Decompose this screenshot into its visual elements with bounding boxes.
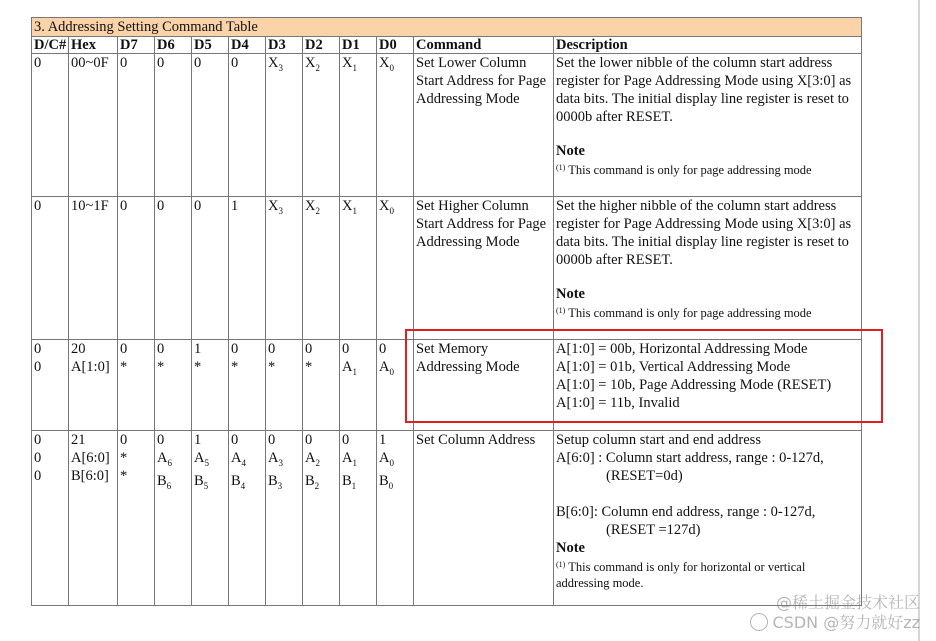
juejin-logo-icon	[750, 613, 768, 631]
header-hex: Hex	[69, 37, 118, 54]
hex-value: A[1:0]	[71, 359, 110, 375]
dc-value: 0	[34, 198, 42, 214]
bit-cell-d3	[266, 197, 303, 340]
header-dc: D/C#	[32, 37, 69, 54]
bit-value: *	[268, 359, 276, 375]
hex-cell	[69, 54, 118, 197]
header-d5: D5	[192, 37, 229, 54]
command-cell: Set Higher Column Start Address for Page Addressing Mode	[414, 197, 554, 340]
bit-value: 1	[194, 341, 202, 357]
bit-value: $B_5$	[194, 472, 209, 491]
dc-value: 0	[34, 468, 42, 484]
dc-value: 0	[34, 341, 42, 357]
bit-cell-d4	[229, 54, 266, 197]
header-d6: D6	[155, 37, 192, 54]
header-d3: D3	[266, 37, 303, 54]
command-cell: Set Column Address	[414, 431, 554, 606]
bit-value: 0	[157, 432, 165, 448]
hex-cell	[69, 340, 118, 431]
table-row	[32, 54, 862, 197]
hex-value: 10~1F	[71, 198, 109, 214]
bit-value: $X_1$	[342, 198, 357, 216]
command-cell: Set Memory Addressing Mode	[414, 340, 554, 431]
description-cell	[554, 54, 862, 197]
hex-value: 00~0F	[71, 55, 109, 71]
bit-cell-d2	[303, 54, 340, 197]
bit-cell-d3	[266, 54, 303, 197]
bit-value: $A_1$	[342, 450, 357, 468]
hex-value: 20	[71, 341, 86, 357]
hex-cell	[69, 431, 118, 606]
dc-value: 0	[34, 450, 42, 466]
header-d4: D4	[229, 37, 266, 54]
bit-value: $B_0$	[379, 472, 394, 491]
bit-value: $A_4$	[231, 450, 246, 468]
bit-value: 0	[305, 341, 313, 357]
bit-cell-d0	[377, 54, 414, 197]
bit-value: $A_0$	[379, 359, 394, 377]
end-address-line: B[6:0]: Column end address, range : 0-127d,	[556, 504, 816, 520]
bit-cell-d1	[340, 197, 377, 340]
bit-cell-d2	[303, 197, 340, 340]
bit-value: 0	[231, 432, 239, 448]
watermark-line-1: @稀土掘金技术社区	[775, 593, 920, 612]
watermark	[750, 593, 920, 633]
header-d0: D0	[377, 37, 414, 54]
header-d2: D2	[303, 37, 340, 54]
bit-cell-d6	[155, 197, 192, 340]
note-heading: Note	[556, 143, 585, 159]
header-row	[32, 37, 862, 54]
hex-cell	[69, 197, 118, 340]
dc-value: 0	[34, 55, 42, 71]
note-marker: (1)	[556, 163, 566, 172]
bit-value: 0	[120, 198, 128, 214]
bit-cell-d5	[192, 431, 229, 606]
bit-cell-d4	[229, 431, 266, 606]
bit-cell-d4	[229, 197, 266, 340]
bit-value: $X_2$	[305, 198, 320, 216]
bit-cell-d3	[266, 340, 303, 431]
header-d1: D1	[340, 37, 377, 54]
dc-cell	[32, 340, 69, 431]
note-heading: Note	[556, 286, 585, 302]
end-reset-value: (RESET =127d)	[606, 522, 701, 538]
note-text	[556, 557, 859, 591]
bit-value: 0	[268, 432, 276, 448]
bit-value: 0	[268, 341, 276, 357]
mode-line: A[1:0] = 10b, Page Addressing Mode (RESET)	[556, 377, 832, 393]
bit-value: $A_3$	[268, 450, 283, 468]
bit-cell-d0	[377, 431, 414, 606]
bit-value: $A_2$	[305, 450, 320, 468]
bit-value: $B_3$	[268, 472, 283, 491]
bit-value: 0	[194, 55, 202, 71]
bit-value: *	[157, 359, 165, 375]
bit-value: $X_3$	[268, 198, 283, 216]
note-marker: (1)	[556, 560, 566, 569]
bit-value: 1	[194, 432, 202, 448]
bit-cell-d7	[118, 340, 155, 431]
bit-value: 0	[120, 341, 128, 357]
bit-value: 0	[231, 341, 239, 357]
bit-value: $B_2$	[305, 472, 320, 491]
bit-value: $X_1$	[342, 55, 357, 73]
watermark-line-2	[750, 613, 920, 633]
bit-cell-d5	[192, 340, 229, 431]
bit-value: 0	[342, 432, 350, 448]
bit-cell-d4	[229, 340, 266, 431]
spacer	[556, 485, 859, 503]
bit-value: 0	[157, 55, 165, 71]
note-body: This command is only for horizontal or vertical addressing mode.	[556, 560, 806, 590]
table-row	[32, 431, 862, 606]
bit-value: $A_6$	[157, 450, 172, 468]
bit-value: $X_0$	[379, 55, 394, 73]
bit-value: 0	[157, 341, 165, 357]
bit-value: *	[120, 359, 128, 375]
bit-value: 0	[379, 341, 387, 357]
bit-cell-d3	[266, 431, 303, 606]
table-title: 3. Addressing Setting Command Table	[32, 18, 862, 37]
bit-value: 0	[194, 198, 202, 214]
header-command: Command	[414, 37, 554, 54]
bit-value: 0	[231, 55, 239, 71]
bit-cell-d0	[377, 197, 414, 340]
description-intro: Setup column start and end address	[556, 432, 761, 448]
table-row	[32, 197, 862, 340]
note-text	[556, 160, 859, 178]
dc-cell	[32, 431, 69, 606]
start-address-line: A[6:0] : Column start address, range : 0-127d,	[556, 450, 824, 466]
watermark-line-2-text: CSDN @努力就好zz	[772, 613, 920, 632]
bit-value: $A_0$	[379, 450, 394, 468]
bit-cell-d6	[155, 431, 192, 606]
note-heading: Note	[556, 540, 585, 556]
header-description: Description	[554, 37, 862, 54]
hex-value: B[6:0]	[71, 468, 109, 484]
note-body: This command is only for page addressing mode	[568, 306, 812, 320]
start-reset-value: (RESET=0d)	[606, 468, 683, 484]
bit-cell-d5	[192, 197, 229, 340]
description-text: Set the higher nibble of the column start address register for Page Addressing Mode using X[3:0] as data bits. The initial display line register is reset to 0000b after RESET.	[556, 198, 852, 268]
description-text: Set the lower nibble of the column start address register for Page Addressing Mode using X[3:0] as data bits. The initial display line register is reset to 0000b after RESET.	[556, 55, 852, 125]
bit-cell-d2	[303, 431, 340, 606]
bit-cell-d2	[303, 340, 340, 431]
bit-cell-d7	[118, 197, 155, 340]
bit-value: 0	[157, 198, 165, 214]
mode-line: A[1:0] = 11b, Invalid	[556, 395, 680, 411]
bit-value: $X_0$	[379, 198, 394, 216]
bit-value: $X_3$	[268, 55, 283, 73]
bit-value: 0	[120, 432, 128, 448]
bit-cell-d5	[192, 54, 229, 197]
bit-value: 1	[231, 198, 239, 214]
bit-value: *	[120, 468, 128, 484]
dc-value: 0	[34, 432, 42, 448]
page-edge-shadow	[918, 0, 920, 641]
bit-value: 1	[379, 432, 387, 448]
dc-value: 0	[34, 359, 42, 375]
description-cell	[554, 431, 862, 606]
bit-value: *	[231, 359, 239, 375]
bit-cell-d1	[340, 54, 377, 197]
bit-value: *	[305, 359, 313, 375]
bit-value: *	[120, 450, 128, 466]
note-text	[556, 303, 859, 321]
bit-value: $X_2$	[305, 55, 320, 73]
bit-cell-d6	[155, 54, 192, 197]
hex-value: A[6:0]	[71, 450, 110, 466]
bit-cell-d6	[155, 340, 192, 431]
bit-value: 0	[342, 341, 350, 357]
bit-value: $B_1$	[342, 472, 357, 491]
bit-cell-d1	[340, 340, 377, 431]
bit-value: $B_6$	[157, 472, 172, 491]
mode-line: A[1:0] = 00b, Horizontal Addressing Mode	[556, 341, 808, 357]
note-body: This command is only for page addressing mode	[568, 163, 812, 177]
note-marker: (1)	[556, 306, 566, 315]
addressing-command-table	[31, 17, 862, 606]
bit-cell-d7	[118, 54, 155, 197]
dc-cell	[32, 197, 69, 340]
dc-cell	[32, 54, 69, 197]
command-cell: Set Lower Column Start Address for Page Addressing Mode	[414, 54, 554, 197]
hex-value: 21	[71, 432, 86, 448]
red-highlight-box	[405, 329, 883, 423]
header-d7: D7	[118, 37, 155, 54]
bit-cell-d1	[340, 431, 377, 606]
bit-cell-d7	[118, 431, 155, 606]
bit-value: $B_4$	[231, 472, 246, 491]
bit-value: $A_5$	[194, 450, 209, 468]
bit-value: *	[194, 359, 202, 375]
bit-value: 0	[120, 55, 128, 71]
bit-value: $A_1$	[342, 359, 357, 377]
bit-value: 0	[305, 432, 313, 448]
description-cell	[554, 197, 862, 340]
mode-line: A[1:0] = 01b, Vertical Addressing Mode	[556, 359, 791, 375]
